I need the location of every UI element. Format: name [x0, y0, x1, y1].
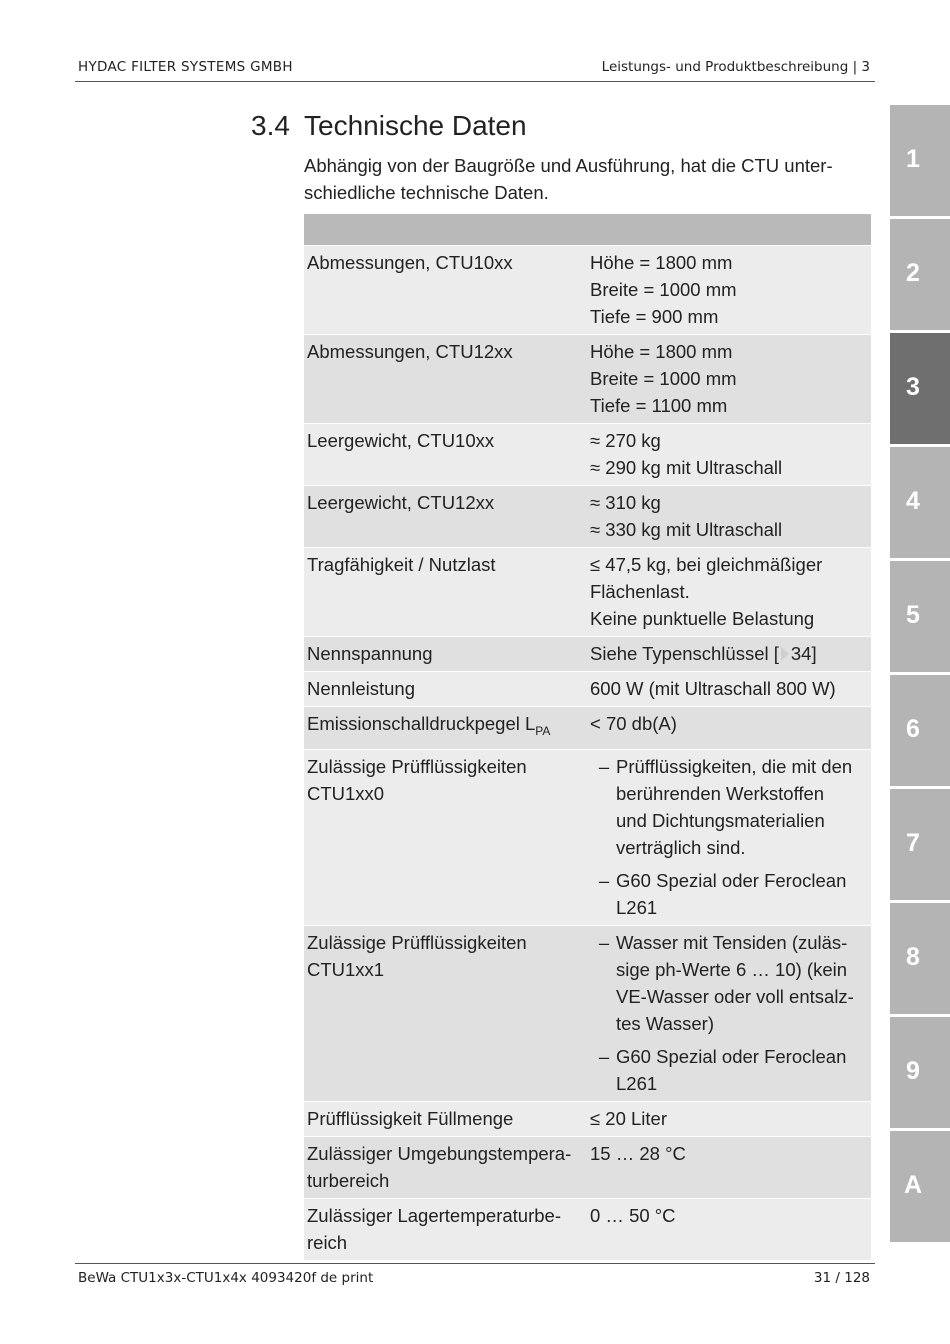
list-item-text: G60 Spezial oder Feroclean	[616, 1046, 847, 1067]
list-item-text: L261	[616, 897, 658, 918]
page-reference-link[interactable]: 34]	[790, 643, 817, 664]
row-label: CTU1xx1	[307, 959, 385, 980]
table-row	[304, 707, 871, 750]
table-header	[304, 214, 871, 246]
table-row	[304, 548, 871, 637]
table-row	[304, 424, 871, 486]
row-value: ≤ 47,5 kg, bei gleichmäßiger	[590, 554, 823, 575]
row-label: Prüfflüssigkeit Füllmenge	[307, 1108, 514, 1129]
list-item	[590, 753, 867, 861]
row-value: 15 … 28 °C	[590, 1143, 686, 1164]
row-label: Nennspannung	[307, 643, 433, 664]
list-item-text: Wasser mit Tensiden (zuläs-	[616, 932, 848, 953]
table-row	[304, 926, 871, 1102]
table-row	[304, 1102, 871, 1137]
list-item-text: G60 Spezial oder Feroclean	[616, 870, 847, 891]
page-ref-arrow-icon	[781, 647, 789, 661]
chapter-tab-label: A	[903, 1171, 923, 1199]
list-dash: –	[598, 756, 610, 777]
chapter-tab-8[interactable]	[890, 903, 950, 1014]
row-label: Zulässige Prüfflüssigkeiten	[307, 932, 527, 953]
chapter-tab-label: 5	[906, 601, 920, 629]
header-rule	[75, 81, 875, 82]
chapter-tab-9[interactable]	[890, 1017, 950, 1128]
chapter-tab-3[interactable]	[890, 333, 950, 444]
row-label: Abmessungen, CTU10xx	[307, 252, 513, 273]
chapter-tab-1[interactable]	[890, 105, 950, 216]
row-label: Leergewicht, CTU12xx	[307, 492, 495, 513]
table-row	[304, 750, 871, 926]
row-label: Nennleistung	[307, 678, 415, 699]
chapter-tab-4[interactable]	[890, 447, 950, 558]
chapter-tab-label: 1	[906, 145, 920, 173]
row-label: Leergewicht, CTU10xx	[307, 430, 495, 451]
row-label-subscript: PA	[535, 724, 551, 738]
intro-line: Abhängig von der Baugröße und Ausführung, hat die CTU unter-	[304, 155, 833, 176]
list-item-text: Prüfflüssigkeiten, die mit den	[616, 756, 853, 777]
chapter-tab-5[interactable]	[890, 561, 950, 672]
chapter-tab-2[interactable]	[890, 219, 950, 330]
row-value: ≈ 310 kg	[590, 492, 661, 513]
list-item-text: tes Wasser)	[616, 1013, 714, 1034]
row-value: ≈ 290 kg mit Ultraschall	[590, 457, 783, 478]
row-value: Höhe = 1800 mm	[590, 252, 733, 273]
list-item-text: und Dichtungsmaterialien	[616, 810, 825, 831]
list-item-text: VE-Wasser oder voll entsalz-	[616, 986, 854, 1007]
row-label: Abmessungen, CTU12xx	[307, 341, 513, 362]
row-label: Emissionschalldruckpegel L	[307, 713, 536, 734]
list-item-text: L261	[616, 1073, 658, 1094]
row-value: Keine punktuelle Belastung	[590, 608, 815, 629]
technical-data-table	[304, 214, 871, 1261]
section-title: Technische Daten	[304, 110, 527, 141]
chapter-tab-A[interactable]	[890, 1131, 950, 1242]
header-section: Leistungs- und Produktbeschreibung | 3	[601, 59, 870, 75]
table-row	[304, 637, 871, 672]
list-item-text: sige ph-Werte 6 … 10) (kein	[616, 959, 848, 980]
intro-line: schiedliche technische Daten.	[304, 182, 549, 203]
row-value: Breite = 1000 mm	[590, 279, 737, 300]
chapter-tab-label: 2	[906, 259, 920, 287]
table-row	[304, 486, 871, 548]
chapter-tab-label: 8	[906, 943, 920, 971]
row-label: CTU1xx0	[307, 783, 385, 804]
table-row	[304, 335, 871, 424]
table-row	[304, 1199, 871, 1261]
row-label: reich	[307, 1232, 348, 1253]
row-value: Siehe Typenschlüssel [	[590, 643, 779, 664]
row-value: Tiefe = 900 mm	[590, 306, 719, 327]
section-number: 3.4	[251, 110, 290, 141]
row-value: Breite = 1000 mm	[590, 368, 737, 389]
row-value: Flächenlast.	[590, 581, 690, 602]
chapter-tab-label: 7	[906, 829, 920, 857]
section-intro	[304, 152, 864, 206]
chapter-tab-label: 6	[906, 715, 920, 743]
row-label: Zulässiger Umgebungstempera-	[307, 1143, 572, 1164]
chapter-tab-label: 9	[906, 1057, 920, 1085]
table-row	[304, 672, 871, 707]
chapter-tab-7[interactable]	[890, 789, 950, 900]
row-value: ≈ 270 kg	[590, 430, 661, 451]
row-value: 600 W (mit Ultraschall 800 W)	[590, 678, 836, 699]
footer-page-number: 31 / 128	[813, 1270, 870, 1286]
row-label: Zulässiger Lagertemperaturbe-	[307, 1205, 561, 1226]
list-item	[590, 1043, 867, 1097]
row-value: ≈ 330 kg mit Ultraschall	[590, 519, 783, 540]
list-dash: –	[598, 932, 610, 953]
row-value: Tiefe = 1100 mm	[590, 395, 728, 416]
row-value: 0 … 50 °C	[590, 1205, 676, 1226]
table-row	[304, 246, 871, 335]
chapter-tab-label: 3	[906, 373, 920, 401]
list-dash: –	[598, 1046, 610, 1067]
row-label: Tragfähigkeit / Nutzlast	[307, 554, 496, 575]
row-label: Zulässige Prüfflüssigkeiten	[307, 756, 527, 777]
footer-document: BeWa CTU1x3x-CTU1x4x 4093420f de print	[78, 1270, 374, 1286]
list-dash: –	[598, 870, 610, 891]
header-company: HYDAC FILTER SYSTEMS GMBH	[78, 59, 293, 75]
row-value: < 70 db(A)	[590, 713, 677, 734]
list-item	[590, 867, 867, 921]
list-item-text: verträglich sind.	[616, 837, 746, 858]
chapter-tab-6[interactable]	[890, 675, 950, 786]
list-item-text: berührenden Werkstoffen	[616, 783, 825, 804]
row-value: Höhe = 1800 mm	[590, 341, 733, 362]
row-value: ≤ 20 Liter	[590, 1108, 667, 1129]
footer-rule	[75, 1263, 875, 1264]
list-item	[590, 929, 867, 1037]
table-row	[304, 1137, 871, 1199]
row-label: turbereich	[307, 1170, 390, 1191]
chapter-tab-label: 4	[906, 487, 920, 515]
